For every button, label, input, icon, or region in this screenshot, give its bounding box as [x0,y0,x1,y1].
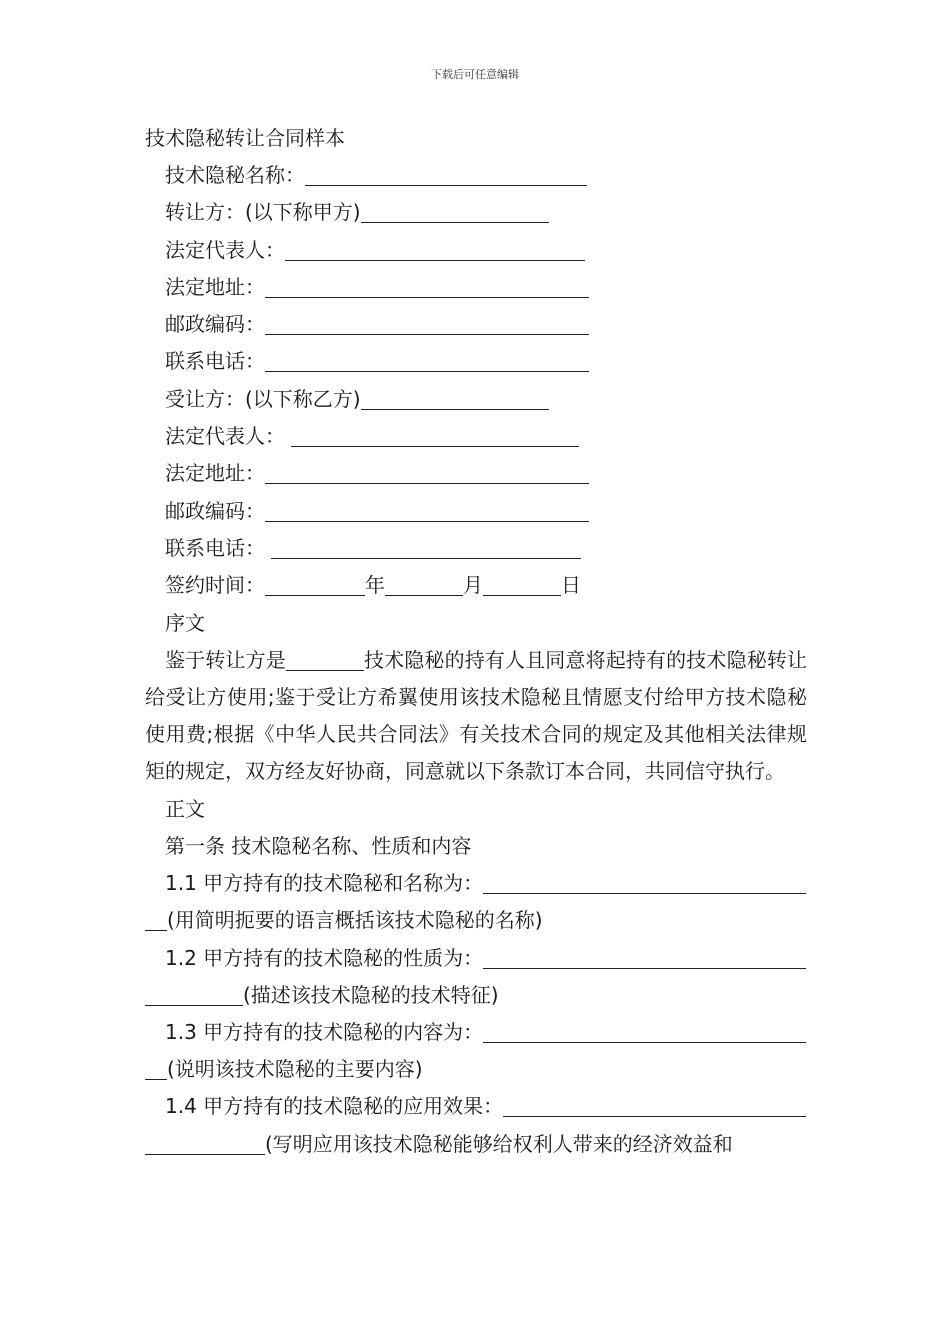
item-blank[interactable] [483,946,806,969]
document-title: 技术隐秘转让合同样本 [145,126,345,150]
field-label: 联系电话： [165,349,265,374]
item-label: 1.3 甲方持有的技术隐秘的内容为： [165,1020,484,1045]
sign-date-label: 签约时间： [165,573,265,598]
sign-date-field [145,567,807,604]
item-blank[interactable] [483,871,806,894]
item-note: (写明应用该技术隐秘能够给权利人带来的经济效益和 [265,1131,733,1156]
field-label: 法定地址： [165,461,265,486]
field-label: 联系电话： [165,535,272,560]
preface-paragraph [145,642,807,791]
item-note: (用简明扼要的语言概括该技术隐秘的名称) [167,908,543,933]
contract-document [145,120,807,1163]
field-label: 法定地址： [165,274,265,299]
month-label: 月 [463,573,483,598]
field-blank[interactable] [265,499,589,522]
field-label: 技术隐秘名称： [165,163,305,187]
preface-blank[interactable] [286,648,364,671]
article-item [145,1014,807,1088]
form-field [145,381,807,418]
field-blank[interactable] [361,200,549,223]
field-blank[interactable] [305,163,587,186]
article-item [145,1088,807,1162]
form-field [145,418,807,455]
field-blank[interactable] [265,349,589,372]
item-label: 1.1 甲方持有的技术隐秘和名称为： [165,871,484,896]
article-1-items [145,865,807,1163]
item-blank-continued[interactable] [145,1057,167,1080]
article-1-heading: 第一条 技术隐秘名称、性质和内容 [165,833,472,858]
item-note: (说明该技术隐秘的主要内容) [167,1057,423,1082]
form-field [145,455,807,492]
preface-text-b: 技术隐秘的持有人且同意将起持有的技术隐秘转让给受让方使用;鉴于受让方希翼使用该技术隐秘且情愿支付给甲方技术隐秘使用费;根据《中华人民共合同法》有关技术合同的规定及其他相关法律规矩的规定，双方经友好协商，同意就以下条款订本合同，共同信守执行。 [145,647,808,784]
preface-text-a: 鉴于转让方是 [165,647,286,672]
field-label: 转让方：(以下称甲方) [165,200,361,225]
month-blank[interactable] [385,573,463,596]
field-label: 受让方：(以下称乙方) [165,386,361,411]
item-blank-continued[interactable] [145,983,243,1006]
field-label: 邮政编码： [165,312,265,337]
item-label: 1.2 甲方持有的技术隐秘的性质为： [165,945,484,970]
field-blank[interactable] [291,424,579,447]
form-field [145,306,807,343]
field-blank[interactable] [265,275,589,298]
field-label: 法定代表人： [165,237,285,262]
party-fields [145,157,807,567]
field-blank[interactable] [265,312,589,335]
article-item [145,940,807,1014]
item-note: (描述该技术隐秘的技术特征) [243,982,499,1007]
item-blank[interactable] [483,1020,806,1043]
page-header: 下载后可任意编辑 [431,68,519,81]
preface-heading: 序文 [165,610,205,635]
field-blank[interactable] [271,536,581,559]
field-blank[interactable] [361,387,549,410]
form-field [145,269,807,306]
year-label: 年 [365,573,385,598]
item-blank[interactable] [503,1094,806,1117]
form-field [145,157,807,194]
field-blank[interactable] [285,238,585,261]
form-field [145,232,807,269]
body-heading: 正文 [165,796,205,821]
day-label: 日 [561,573,581,598]
form-field [145,343,807,380]
article-item [145,865,807,939]
form-field [145,530,807,567]
year-blank[interactable] [265,573,365,596]
form-field [145,493,807,530]
field-label: 法定代表人： [165,424,292,449]
item-blank-continued[interactable] [145,1132,265,1155]
item-blank-continued[interactable] [145,908,167,931]
day-blank[interactable] [483,573,561,596]
item-label: 1.4 甲方持有的技术隐秘的应用效果： [165,1094,504,1119]
field-blank[interactable] [265,461,589,484]
field-label: 邮政编码： [165,498,265,523]
form-field [145,194,807,231]
